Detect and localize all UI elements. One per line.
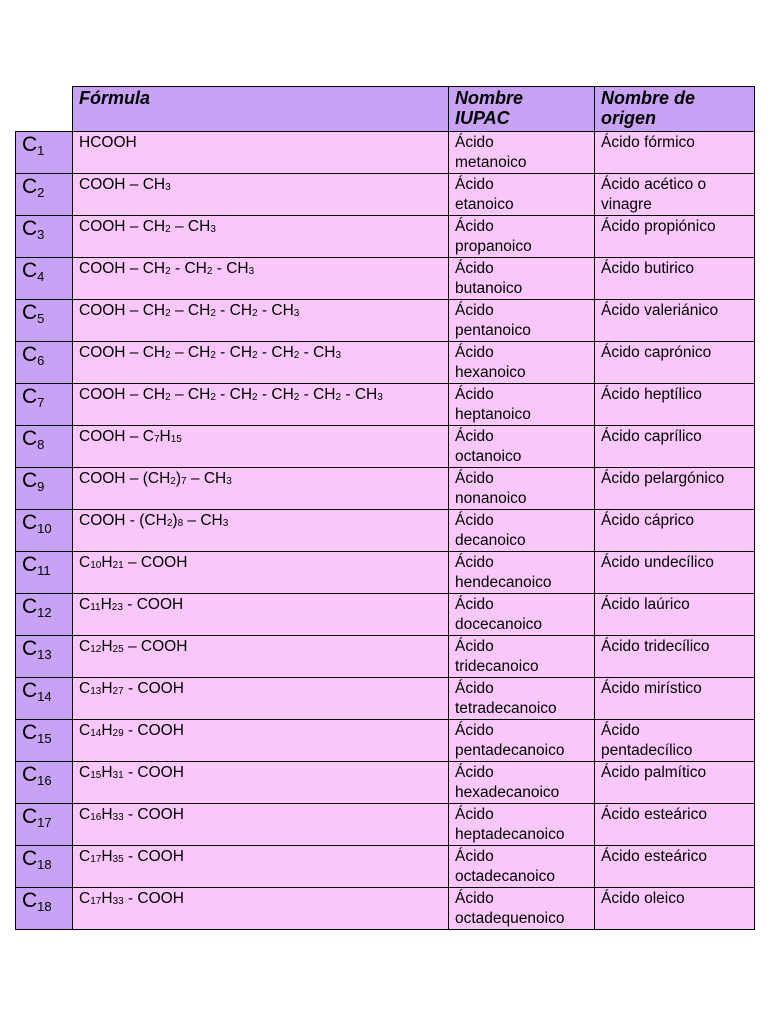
- formula-subscript: 2: [335, 392, 342, 403]
- formula-subscript: 21: [112, 560, 124, 571]
- carbon-count-cell: [16, 510, 73, 552]
- formula-subscript: 15: [90, 770, 102, 781]
- formula-subscript: 2: [252, 392, 258, 403]
- formula-text: H: [101, 680, 113, 697]
- carbon-count: 6: [37, 353, 45, 368]
- formula-text: H: [101, 764, 113, 781]
- formula-text: ): [175, 470, 182, 487]
- iupac-name-cell: Ácido pentadecanoico: [449, 720, 595, 762]
- header-origin-name: Nombre de origen: [595, 87, 755, 132]
- carbon-count: 15: [37, 731, 52, 746]
- carbon-count: 11: [37, 563, 51, 578]
- formula-text: - CH: [170, 260, 207, 277]
- carbon-count-cell: [16, 720, 73, 762]
- formula-cell: [73, 510, 449, 552]
- formula-text: C: [79, 764, 91, 781]
- iupac-name-cell: Ácido hexanoico: [449, 342, 595, 384]
- carbon-count-cell: [16, 846, 73, 888]
- carbon-count: 1: [37, 143, 45, 158]
- carbon-count-cell: [16, 300, 73, 342]
- origin-name-cell: Ácido oleico: [595, 888, 755, 930]
- table-row: [16, 384, 755, 426]
- table-row: [16, 678, 755, 720]
- carbon-count: 13: [37, 647, 52, 662]
- formula-text: - COOH: [123, 764, 184, 781]
- carbon-symbol: C: [22, 385, 38, 408]
- formula-text: - CH: [212, 260, 249, 277]
- formula-text: – COOH: [123, 638, 188, 655]
- formula-text: COOH – C: [79, 428, 154, 445]
- formula-subscript: 2: [166, 518, 173, 529]
- table-row: [16, 342, 755, 384]
- formula-text: H: [101, 890, 113, 907]
- formula-cell: [73, 426, 449, 468]
- origin-name-cell: Ácido heptílico: [595, 384, 755, 426]
- carbon-count: 2: [37, 185, 45, 200]
- formula-cell: [73, 258, 449, 300]
- formula-text: - CH: [257, 302, 294, 319]
- formula-text: - COOH: [123, 848, 184, 865]
- formula-subscript: 2: [210, 350, 216, 361]
- fatty-acids-table: [15, 86, 755, 930]
- carbon-symbol: C: [22, 427, 38, 450]
- origin-name-cell: Ácido esteárico: [595, 846, 755, 888]
- header-corner-cell: [16, 87, 73, 132]
- table-row: [16, 300, 755, 342]
- formula-subscript: 31: [112, 770, 124, 781]
- formula-subscript: 2: [252, 308, 258, 319]
- formula-subscript: 11: [90, 602, 101, 613]
- formula-subscript: 33: [112, 812, 124, 823]
- carbon-symbol: C: [22, 679, 38, 702]
- formula-text: H: [100, 596, 112, 613]
- table-row: [16, 804, 755, 846]
- formula-text: – CH: [170, 344, 211, 361]
- formula-text: – CH: [170, 302, 211, 319]
- formula-text: COOH – CH: [79, 302, 166, 319]
- table-row: [16, 174, 755, 216]
- origin-name-cell: Ácido mirístico: [595, 678, 755, 720]
- formula-subscript: 14: [90, 728, 102, 739]
- formula-cell: [73, 678, 449, 720]
- carbon-count: 12: [37, 605, 52, 620]
- table-row: [16, 132, 755, 174]
- formula-cell: [73, 468, 449, 510]
- carbon-count: 18: [37, 857, 52, 872]
- formula-text: - CH: [341, 386, 378, 403]
- iupac-name-cell: Ácido heptadecanoico: [449, 804, 595, 846]
- carbon-symbol: C: [22, 511, 38, 534]
- carbon-count-cell: [16, 636, 73, 678]
- origin-name-cell: Ácido laúrico: [595, 594, 755, 636]
- formula-subscript: 2: [170, 476, 176, 487]
- formula-text: C: [79, 848, 91, 865]
- formula-text: ): [172, 512, 178, 529]
- formula-subscript: 27: [112, 686, 124, 697]
- carbon-symbol: C: [22, 133, 38, 156]
- formula-subscript: 3: [165, 182, 171, 193]
- carbon-symbol: C: [22, 217, 38, 240]
- origin-name-cell: Ácido palmítico: [595, 762, 755, 804]
- formula-subscript: 3: [226, 476, 232, 487]
- iupac-name-cell: Ácido etanoico: [449, 174, 595, 216]
- carbon-count-cell: [16, 132, 73, 174]
- formula-text: - CH: [215, 302, 253, 319]
- carbon-count: 7: [37, 395, 45, 410]
- formula-subscript: 3: [210, 224, 216, 235]
- formula-subscript: 16: [90, 812, 102, 823]
- formula-text: - COOH: [123, 806, 184, 823]
- formula-text: COOH – (CH: [79, 470, 171, 487]
- formula-subscript: 23: [111, 602, 123, 613]
- formula-text: – CH: [186, 470, 227, 487]
- formula-text: - COOH: [123, 722, 184, 739]
- origin-name-cell: Ácido esteárico: [595, 804, 755, 846]
- formula-subscript: 2: [293, 350, 300, 361]
- formula-text: - COOH: [123, 680, 184, 697]
- carbon-count-cell: [16, 174, 73, 216]
- formula-subscript: 3: [293, 308, 300, 319]
- carbon-count-cell: [16, 678, 73, 720]
- formula-text: H: [101, 554, 113, 571]
- formula-text: H: [101, 722, 113, 739]
- carbon-count: 10: [37, 521, 52, 536]
- table-row: [16, 594, 755, 636]
- formula-subscript: 7: [181, 476, 187, 487]
- formula-text: C: [79, 890, 91, 907]
- formula-subscript: 12: [90, 644, 102, 655]
- formula-subscript: 2: [293, 392, 300, 403]
- formula-cell: [73, 594, 449, 636]
- carbon-count-cell: [16, 762, 73, 804]
- carbon-symbol: C: [22, 259, 38, 282]
- carbon-count-cell: [16, 468, 73, 510]
- formula-subscript: 2: [210, 392, 216, 403]
- carbon-symbol: C: [22, 889, 38, 912]
- carbon-symbol: C: [22, 847, 38, 870]
- origin-name-cell: Ácido acético o vinagre: [595, 174, 755, 216]
- formula-text: H: [101, 806, 113, 823]
- formula-text: - COOH: [123, 890, 184, 907]
- table-row: [16, 258, 755, 300]
- table-row: [16, 762, 755, 804]
- formula-subscript: 25: [112, 644, 124, 655]
- carbon-symbol: C: [22, 469, 38, 492]
- carbon-count: 3: [37, 227, 45, 242]
- carbon-count-cell: [16, 258, 73, 300]
- table-body: [16, 132, 755, 930]
- formula-text: - CH: [257, 344, 294, 361]
- formula-text: H: [101, 638, 113, 655]
- carbon-count-cell: [16, 342, 73, 384]
- iupac-name-cell: Ácido octadequenoico: [449, 888, 595, 930]
- table-row: [16, 510, 755, 552]
- formula-subscript: 3: [335, 350, 342, 361]
- iupac-name-cell: Ácido propanoico: [449, 216, 595, 258]
- carbon-symbol: C: [22, 553, 38, 576]
- formula-text: COOH – CH: [79, 176, 166, 193]
- formula-subscript: 2: [165, 224, 171, 235]
- formula-text: H: [159, 428, 171, 445]
- formula-text: COOH - (CH: [79, 512, 167, 529]
- table-row: [16, 888, 755, 930]
- carbon-symbol: C: [22, 595, 38, 618]
- origin-name-cell: Ácido fórmico: [595, 132, 755, 174]
- formula-text: - CH: [299, 344, 336, 361]
- formula-text: - CH: [257, 386, 294, 403]
- carbon-symbol: C: [22, 301, 38, 324]
- carbon-count-cell: [16, 594, 73, 636]
- iupac-name-cell: Ácido tetradecanoico: [449, 678, 595, 720]
- formula-cell: [73, 762, 449, 804]
- formula-subscript: 13: [90, 686, 102, 697]
- formula-cell: [73, 300, 449, 342]
- formula-cell: [73, 384, 449, 426]
- carbon-count: 8: [37, 437, 45, 452]
- origin-name-cell: Ácido undecílico: [595, 552, 755, 594]
- header-iupac-name: Nombre IUPAC: [449, 87, 595, 132]
- origin-name-cell: Ácido butirico: [595, 258, 755, 300]
- carbon-count: 18: [37, 899, 52, 914]
- formula-subscript: 2: [206, 266, 213, 277]
- formula-subscript: 3: [248, 266, 255, 277]
- formula-cell: [73, 636, 449, 678]
- carbon-count-cell: [16, 888, 73, 930]
- formula-subscript: 17: [90, 896, 102, 907]
- formula-text: H: [101, 848, 113, 865]
- origin-name-cell: Ácido cáprico: [595, 510, 755, 552]
- iupac-name-cell: Ácido hexadecanoico: [449, 762, 595, 804]
- formula-text: - CH: [215, 344, 253, 361]
- formula-subscript: 3: [377, 392, 383, 403]
- formula-cell: [73, 720, 449, 762]
- carbon-symbol: C: [22, 637, 38, 660]
- formula-cell: [73, 552, 449, 594]
- formula-subscript: 17: [90, 854, 102, 865]
- formula-text: - CH: [215, 386, 253, 403]
- iupac-name-cell: Ácido tridecanoico: [449, 636, 595, 678]
- carbon-count: 9: [37, 479, 45, 494]
- carbon-count-cell: [16, 216, 73, 258]
- formula-cell: [73, 174, 449, 216]
- carbon-count: 5: [37, 311, 45, 326]
- table-row: [16, 846, 755, 888]
- formula-cell: [73, 216, 449, 258]
- formula-text: - COOH: [122, 596, 184, 613]
- table-header-row: [16, 87, 755, 132]
- origin-name-cell: Ácido caprílico: [595, 426, 755, 468]
- formula-cell: [73, 846, 449, 888]
- formula-text: COOH – CH: [79, 260, 166, 277]
- carbon-symbol: C: [22, 343, 38, 366]
- formula-subscript: 2: [210, 308, 216, 319]
- formula-cell: [73, 804, 449, 846]
- carbon-count-cell: [16, 426, 73, 468]
- formula-cell: [73, 888, 449, 930]
- formula-subscript: 8: [177, 518, 184, 529]
- formula-cell: [73, 342, 449, 384]
- formula-text: HCOOH: [79, 134, 137, 151]
- table-row: [16, 216, 755, 258]
- carbon-count: 14: [37, 689, 52, 704]
- formula-cell: [73, 132, 449, 174]
- table-row: [16, 720, 755, 762]
- formula-text: COOH – CH: [79, 386, 166, 403]
- table-row: [16, 636, 755, 678]
- iupac-name-cell: Ácido decanoico: [449, 510, 595, 552]
- formula-text: C: [79, 680, 91, 697]
- table-row: [16, 468, 755, 510]
- origin-name-cell: Ácido valeriánico: [595, 300, 755, 342]
- formula-text: C: [79, 722, 91, 739]
- formula-subscript: 15: [170, 434, 182, 445]
- origin-name-cell: Ácido propiónico: [595, 216, 755, 258]
- carbon-symbol: C: [22, 721, 38, 744]
- formula-subscript: 3: [222, 518, 229, 529]
- formula-subscript: 10: [90, 560, 102, 571]
- formula-subscript: 2: [165, 350, 171, 361]
- carbon-symbol: C: [22, 805, 38, 828]
- formula-text: - CH: [299, 386, 336, 403]
- formula-text: C: [79, 638, 91, 655]
- carbon-count-cell: [16, 804, 73, 846]
- table-row: [16, 426, 755, 468]
- iupac-name-cell: Ácido heptanoico: [449, 384, 595, 426]
- formula-subscript: 2: [165, 392, 171, 403]
- formula-subscript: 7: [153, 434, 160, 445]
- iupac-name-cell: Ácido octadecanoico: [449, 846, 595, 888]
- formula-text: – COOH: [123, 554, 188, 571]
- origin-name-cell: Ácido pelargónico: [595, 468, 755, 510]
- carbon-symbol: C: [22, 175, 38, 198]
- carbon-count: 4: [37, 269, 45, 284]
- formula-text: COOH – CH: [79, 218, 166, 235]
- formula-subscript: 29: [112, 728, 124, 739]
- iupac-name-cell: Ácido pentanoico: [449, 300, 595, 342]
- formula-subscript: 2: [252, 350, 258, 361]
- table-row: [16, 552, 755, 594]
- formula-subscript: 2: [165, 308, 171, 319]
- iupac-name-cell: Ácido octanoico: [449, 426, 595, 468]
- origin-name-cell: Ácido tridecílico: [595, 636, 755, 678]
- carbon-symbol: C: [22, 763, 38, 786]
- carbon-count-cell: [16, 552, 73, 594]
- formula-subscript: 35: [112, 854, 124, 865]
- formula-text: C: [79, 806, 91, 823]
- formula-text: – CH: [183, 512, 223, 529]
- carbon-count: 16: [37, 773, 52, 788]
- formula-subscript: 2: [165, 266, 171, 277]
- header-formula: Fórmula: [73, 87, 449, 132]
- formula-text: – CH: [170, 218, 211, 235]
- formula-text: C: [79, 596, 91, 613]
- origin-name-cell: Ácido caprónico: [595, 342, 755, 384]
- formula-text: COOH – CH: [79, 344, 166, 361]
- iupac-name-cell: Ácido metanoico: [449, 132, 595, 174]
- formula-text: – CH: [170, 386, 211, 403]
- carbon-count: 17: [37, 815, 52, 830]
- formula-text: C: [79, 554, 91, 571]
- iupac-name-cell: Ácido nonanoico: [449, 468, 595, 510]
- origin-name-cell: Ácido pentadecílico: [595, 720, 755, 762]
- iupac-name-cell: Ácido butanoico: [449, 258, 595, 300]
- formula-subscript: 33: [112, 896, 124, 907]
- iupac-name-cell: Ácido docecanoico: [449, 594, 595, 636]
- iupac-name-cell: Ácido hendecanoico: [449, 552, 595, 594]
- carbon-count-cell: [16, 384, 73, 426]
